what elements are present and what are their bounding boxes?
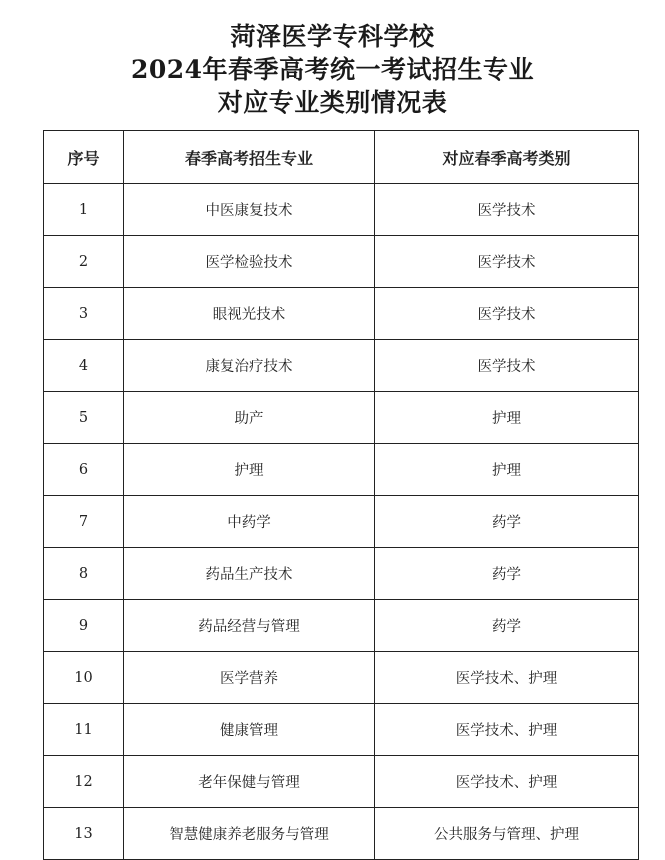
cell-category: 护理 [375, 392, 639, 444]
table-row [44, 548, 639, 600]
title-line-school: 菏泽医学专科学校 [230, 22, 435, 51]
cell-category: 医学技术 [375, 340, 639, 392]
title-line-exam: 2024年春季高考统一考试招生专业 [130, 55, 535, 84]
cell-no: 6 [44, 444, 124, 496]
cell-major: 中医康复技术 [124, 184, 375, 236]
title-line-table: 对应专业类别情况表 [217, 88, 448, 117]
cell-category: 医学技术、护理 [375, 704, 639, 756]
table-row [44, 288, 639, 340]
table-row [44, 340, 639, 392]
cell-major: 眼视光技术 [124, 288, 375, 340]
cell-no: 13 [44, 808, 124, 860]
table-row [44, 184, 639, 236]
cell-major: 智慧健康养老服务与管理 [124, 808, 375, 860]
cell-no: 12 [44, 756, 124, 808]
cell-major: 药品经营与管理 [124, 600, 375, 652]
table-row [44, 392, 639, 444]
table-row [44, 704, 639, 756]
table-row [44, 600, 639, 652]
cell-category: 公共服务与管理、护理 [375, 808, 639, 860]
cell-no: 7 [44, 496, 124, 548]
table-row [44, 236, 639, 288]
cell-category: 医学技术 [375, 288, 639, 340]
cell-no: 8 [44, 548, 124, 600]
table-header-row [44, 131, 639, 184]
cell-no: 2 [44, 236, 124, 288]
cell-category: 药学 [375, 496, 639, 548]
cell-major: 康复治疗技术 [124, 340, 375, 392]
table-row [44, 808, 639, 860]
header-category: 对应春季高考类别 [375, 131, 639, 184]
cell-major: 护理 [124, 444, 375, 496]
table-row [44, 444, 639, 496]
cell-no: 11 [44, 704, 124, 756]
cell-category: 医学技术 [375, 184, 639, 236]
table-row [44, 496, 639, 548]
cell-no: 10 [44, 652, 124, 704]
table-row [44, 756, 639, 808]
header-major: 春季高考招生专业 [124, 131, 375, 184]
cell-no: 4 [44, 340, 124, 392]
cell-category: 医学技术、护理 [375, 756, 639, 808]
cell-category: 医学技术 [375, 236, 639, 288]
cell-no: 5 [44, 392, 124, 444]
cell-major: 健康管理 [124, 704, 375, 756]
cell-major: 老年保健与管理 [124, 756, 375, 808]
table-body [44, 184, 639, 860]
majors-table [43, 130, 639, 860]
cell-category: 药学 [375, 548, 639, 600]
cell-no: 1 [44, 184, 124, 236]
cell-category: 医学技术、护理 [375, 652, 639, 704]
header-no: 序号 [44, 131, 124, 184]
cell-major: 药品生产技术 [124, 548, 375, 600]
document-title [0, 20, 665, 119]
cell-no: 9 [44, 600, 124, 652]
cell-major: 医学营养 [124, 652, 375, 704]
cell-category: 护理 [375, 444, 639, 496]
cell-major: 中药学 [124, 496, 375, 548]
cell-major: 助产 [124, 392, 375, 444]
cell-category: 药学 [375, 600, 639, 652]
cell-major: 医学检验技术 [124, 236, 375, 288]
cell-no: 3 [44, 288, 124, 340]
table-row [44, 652, 639, 704]
